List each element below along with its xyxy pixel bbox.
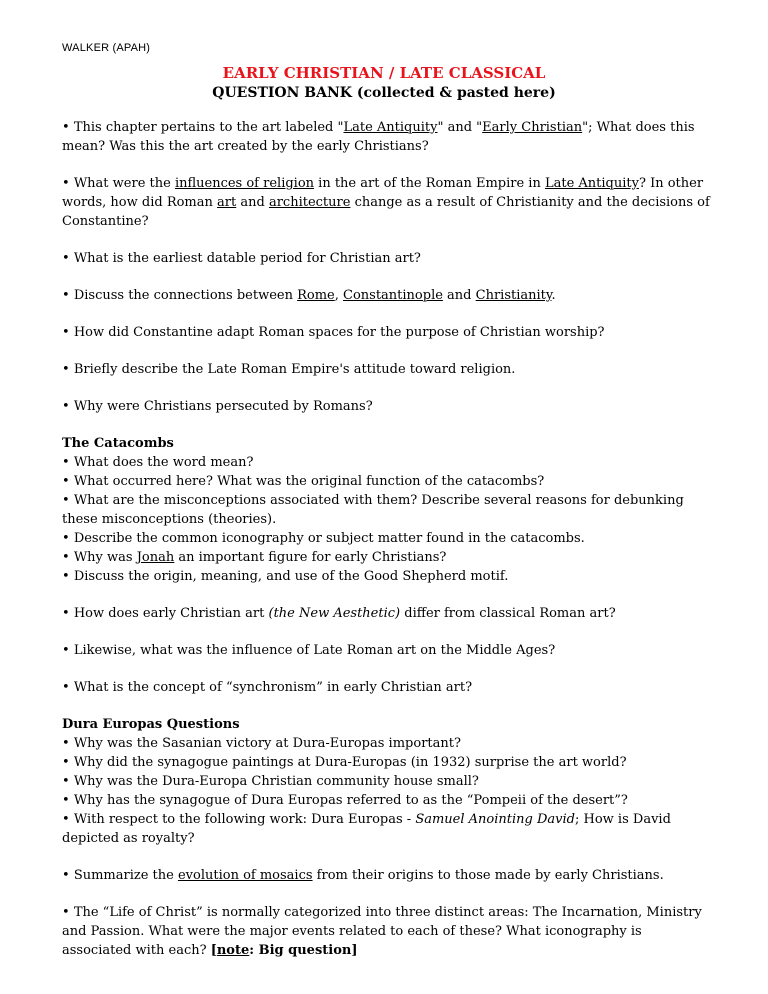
term-late-antiquity: Late Antiquity	[343, 120, 438, 135]
bullet: •	[62, 251, 70, 266]
section-heading: The Catacombs	[62, 436, 174, 451]
list-item: • What does the word mean?	[62, 455, 254, 470]
question-life-of-christ: • The “Life of Christ” is normally categorized into three distinct areas: The Incarnation, Ministry and Passion. What were the major events related to each of these? What iconography is associated with each? [note: Big question]	[62, 905, 702, 958]
bullet: •	[62, 905, 70, 920]
question-synchronism: • What is the concept of “synchronism” in early Christian art?	[62, 680, 473, 695]
question-connections: • Discuss the connections between Rome, Constantinople and Christianity.	[62, 288, 556, 303]
note-big-question: [note: Big question]	[210, 943, 358, 958]
question-new-aesthetic: • How does early Christian art (the New Aesthetic) differ from classical Roman art?	[62, 606, 616, 621]
bullet: •	[62, 288, 70, 303]
page-title: EARLY CHRISTIAN / LATE CLASSICAL	[222, 64, 546, 82]
list-item: • Why has the synagogue of Dura Europas referred to as the “Pompeii of the desert”?	[62, 793, 628, 808]
question-influences-religion: • What were the influences of religion in the art of the Roman Empire in Late Antiquity? In other words, how did Roman art and architecture change as a result of Christianity and the decisions of Constantine?	[62, 176, 710, 229]
question-earliest-period: • What is the earliest datable period for Christian art?	[62, 251, 421, 266]
author-header: WALKER (APAH)	[62, 42, 151, 54]
bullet: •	[62, 176, 70, 191]
list-item: • Describe the common iconography or subject matter found in the catacombs.	[62, 531, 585, 546]
section-dura-europas	[62, 715, 712, 848]
list-item: • Discuss the origin, meaning, and use of the Good Shepherd motif.	[62, 569, 509, 584]
bullet: •	[62, 680, 70, 695]
list-item: • Why was the Dura-Europa Christian community house small?	[62, 774, 479, 789]
list-item: • What are the misconceptions associated with them? Describe several reasons for debunking these misconceptions (theories).	[62, 493, 684, 527]
list-item: • Why was the Sasanian victory at Dura-Europas important?	[62, 736, 461, 751]
question-list	[62, 118, 712, 978]
bullet: •	[62, 643, 70, 658]
bullet: •	[62, 325, 70, 340]
question-persecution: • Why were Christians persecuted by Romans?	[62, 399, 373, 414]
bullet: •	[62, 606, 70, 621]
bullet: •	[62, 362, 70, 377]
bullet: •	[62, 399, 70, 414]
page-subtitle: QUESTION BANK (collected & pasted here)	[212, 85, 556, 101]
question-attitude-religion: • Briefly describe the Late Roman Empire's attitude toward religion.	[62, 362, 516, 377]
bullet: •	[62, 120, 70, 135]
question-late-antiquity: • This chapter pertains to the art labeled "Late Antiquity" and "Early Christian"; What does this mean? Was this the art created by the early Christians?	[62, 120, 695, 154]
bullet: •	[62, 868, 70, 883]
question-constantine-spaces: • How did Constantine adapt Roman spaces for the purpose of Christian worship?	[62, 325, 605, 340]
list-item: • What occurred here? What was the original function of the catacombs?	[62, 474, 545, 489]
question-mosaics: • Summarize the evolution of mosaics from their origins to those made by early Christians.	[62, 868, 664, 883]
question-middle-ages: • Likewise, what was the influence of Late Roman art on the Middle Ages?	[62, 643, 556, 658]
list-item: • Why did the synagogue paintings at Dura-Europas (in 1932) surprise the art world?	[62, 755, 627, 770]
term-early-christian: Early Christian	[482, 120, 583, 135]
list-item: • With respect to the following work: Dura Europas - Samuel Anointing David; How is David depicted as royalty?	[62, 812, 671, 846]
list-item: • Why was Jonah an important figure for early Christians?	[62, 550, 447, 565]
section-heading: Dura Europas Questions	[62, 717, 240, 732]
section-catacombs	[62, 434, 712, 586]
